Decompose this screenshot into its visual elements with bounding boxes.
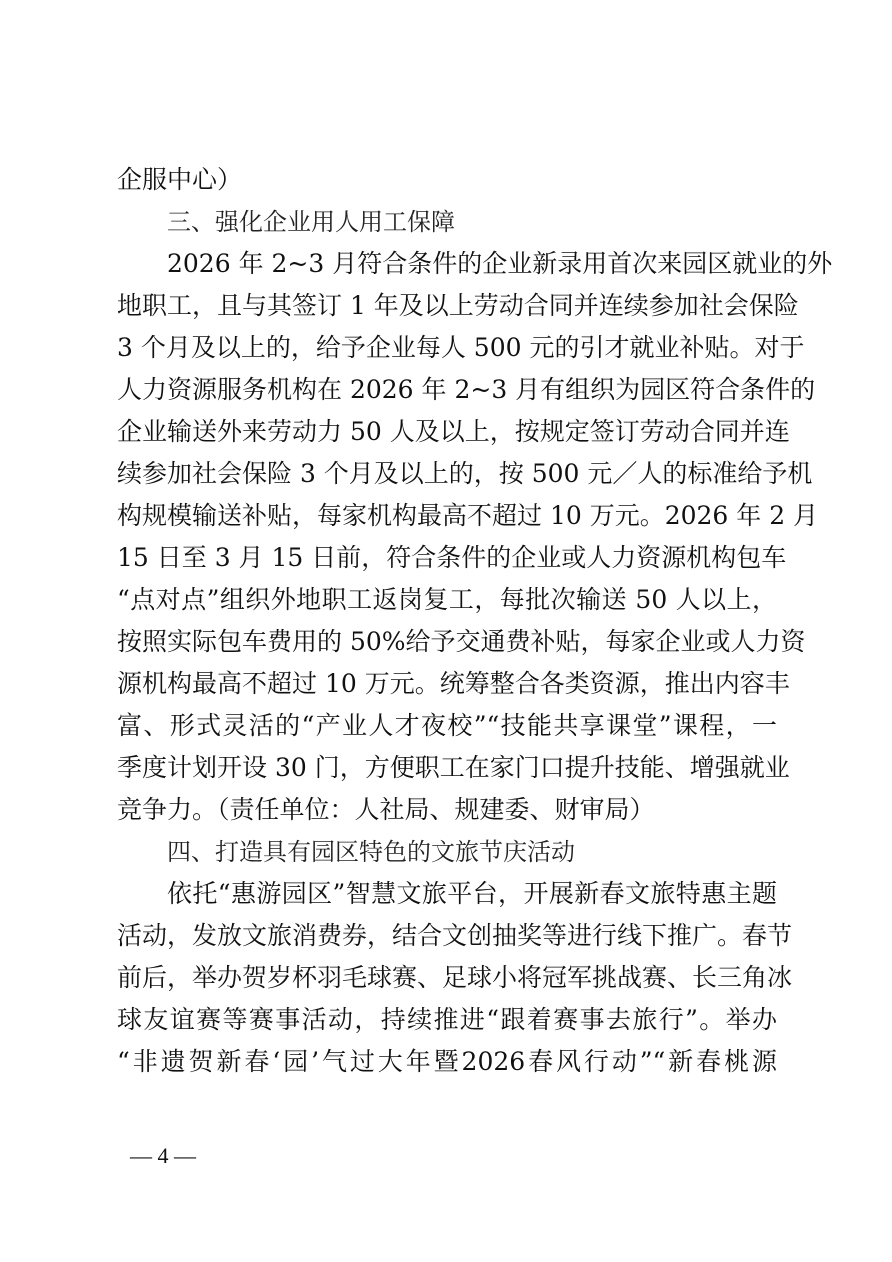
- text-line-continuation: 企服中心）: [117, 165, 243, 194]
- paragraph-line: 企业输送外来劳动力 50 人及以上，按规定签订劳动合同并连: [117, 417, 790, 446]
- paragraph-line: 前后，举办贺岁杯羽毛球赛、足球小将冠军挑战赛、长三角冰: [117, 963, 793, 992]
- paragraph-line: 15 日至 3 月 15 日前，符合条件的企业或人力资源机构包车: [117, 543, 787, 572]
- paragraph-line: 季度计划开设 30 门，方便职工在家门口提升技能、增强就业: [117, 753, 790, 782]
- paragraph-line: 2026 年 2~3 月符合条件的企业新录用首次来园区就业的外: [167, 249, 833, 278]
- section-heading-3: 三、强化企业用人用工保障: [167, 208, 455, 236]
- page-number: — 4 —: [130, 1143, 196, 1168]
- paragraph-line: 构规模输送补贴，每家机构最高不超过 10 万元。2026 年 2 月: [117, 501, 819, 530]
- paragraph-line: 人力资源服务机构在 2026 年 2~3 月有组织为园区符合条件的: [117, 375, 816, 404]
- paragraph-line: 活动，发放文旅消费券，结合文创抽奖等进行线下推广。春节: [117, 921, 793, 950]
- paragraph-line: “非遗贺新春‘园’气过大年暨2026春风行动”“新春桃源: [117, 1047, 777, 1076]
- section-heading-4: 四、打造具有园区特色的文旅节庆活动: [167, 838, 575, 866]
- paragraph-line: 富、形式灵活的“产业人才夜校”“技能共享课堂”课程，一: [117, 711, 777, 740]
- paragraph-line: “点对点”组织外地职工返岗复工，每批次输送 50 人以上，: [117, 585, 777, 614]
- paragraph-line: 地职工，且与其签订 1 年及以上劳动合同并连续参加社会保险: [117, 291, 799, 320]
- paragraph-line: 源机构最高不超过 10 万元。统筹整合各类资源，推出内容丰: [117, 669, 790, 698]
- paragraph-line: 按照实际包车费用的 50%给予交通费补贴，每家企业或人力资: [117, 627, 806, 656]
- paragraph-line: 续参加社会保险 3 个月及以上的，按 500 元／人的标准给予机: [117, 459, 813, 488]
- paragraph-line: 竞争力。（责任单位：人社局、规建委、财审局）: [117, 795, 655, 824]
- paragraph-line: 3 个月及以上的，给予企业每人 500 元的引才就业补贴。对于: [117, 333, 805, 362]
- paragraph-line: 球友谊赛等赛事活动，持续推进“跟着赛事去旅行”。举办: [117, 1005, 777, 1034]
- paragraph-line: 依托“惠游园区”智慧文旅平台，开展新春文旅特惠主题: [167, 879, 777, 908]
